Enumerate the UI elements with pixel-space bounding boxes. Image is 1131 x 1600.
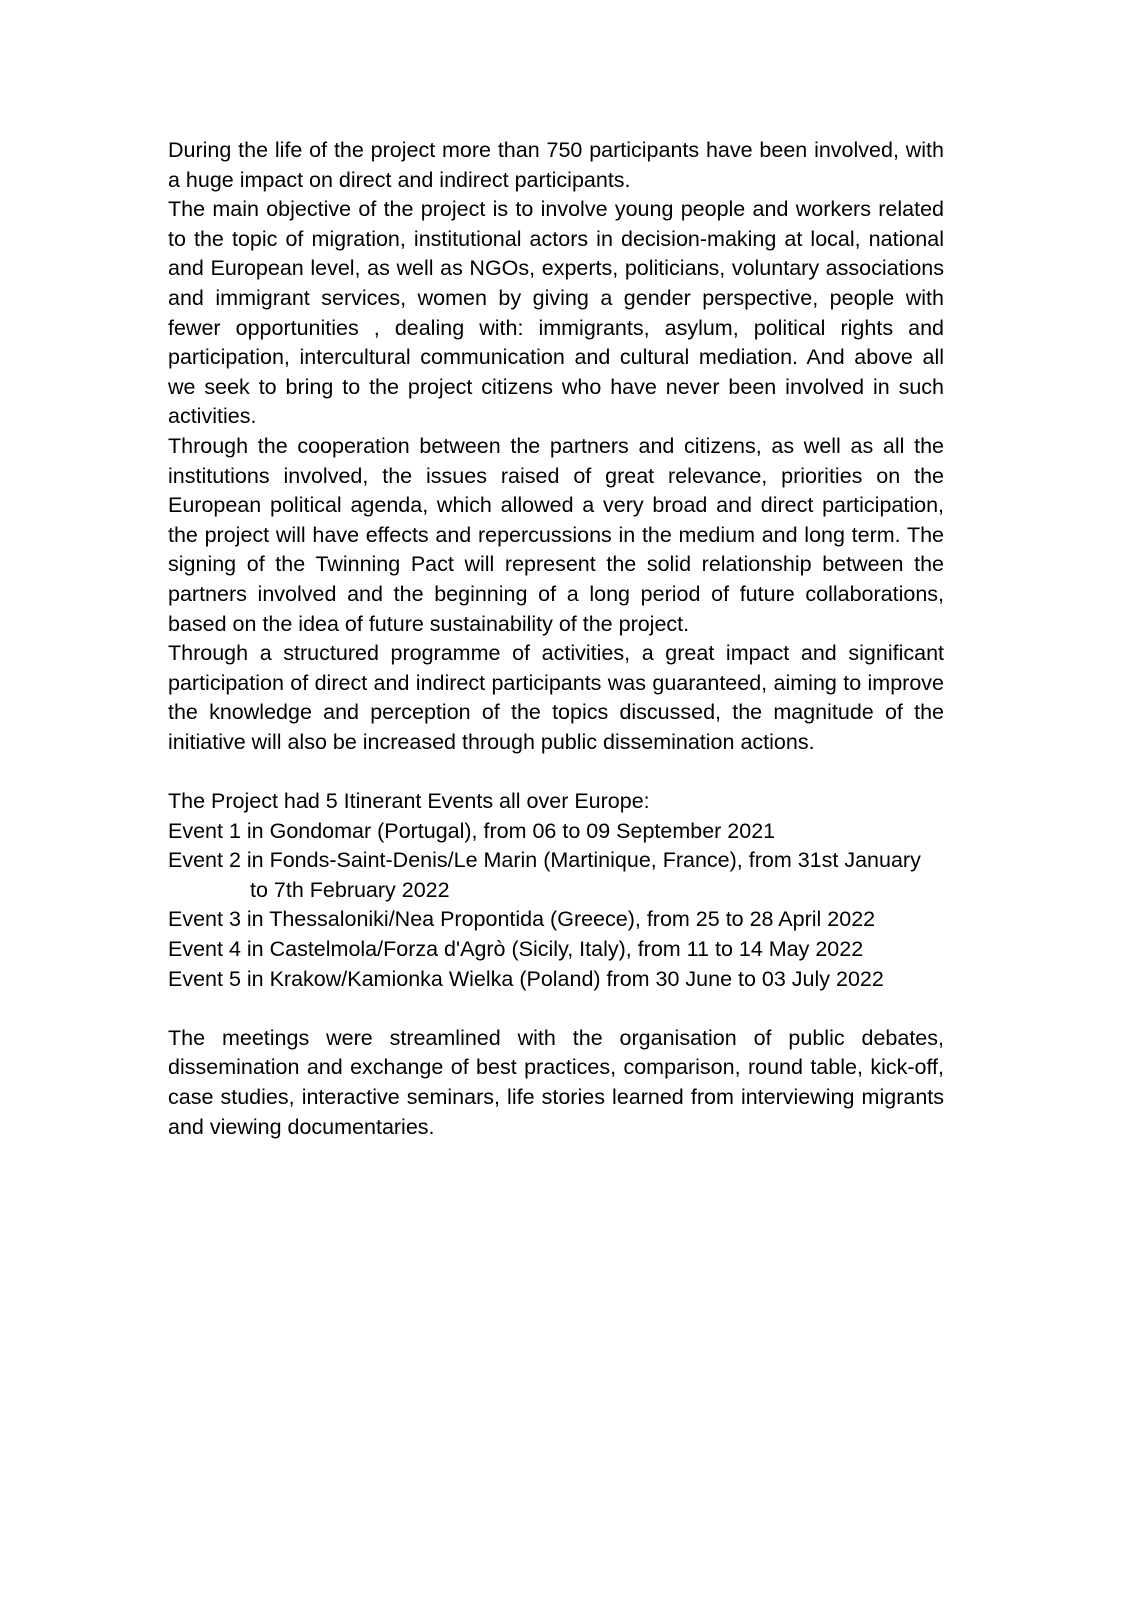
paragraph-main-objective: The main objective of the project is to involve young people and workers related to the topic of migration, institutional actors in decision-making at local, national and European level, as well as NGOs, experts, politicians, voluntary associations and immigrant services, women by giving a gender perspective, people with fewer opportunities , dealing with: immigrants, asylum, political rights and participation, intercultural communication and cultural mediation. And above all we seek to bring to the project citizens who have never been involved in such activities.: [168, 197, 944, 429]
event-list-item-4: Event 4 in Castelmola/Forza d'Agrò (Sicily, Italy), from 11 to 14 May 2022: [168, 937, 864, 962]
event-2-continuation-text: to 7th February 2022: [250, 877, 450, 902]
events-heading: The Project had 5 Itinerant Events all over Europe:: [168, 789, 650, 814]
paragraph-cooperation: Through the cooperation between the partners and citizens, as well as all the institutions involved, the issues raised of great relevance, priorities on the European political agenda, which allowed a very broad and direct participation, the project will have effects and repercussions in the medium and long term. The signing of the Twinning Pact will represent the solid relationship between the partners involved and the beginning of a long period of future collaborations, based on the idea of future sustainability of the project.: [168, 433, 944, 636]
document-body: [168, 136, 944, 1142]
paragraph-meetings: The meetings were streamlined with the organisation of public debates, dissemination and exchange of best practices, comparison, round table, kick-off, case studies, interactive seminars, life stories learned from interviewing migrants and viewing documentaries.: [168, 1025, 944, 1139]
spacer-before-events: [168, 757, 944, 787]
event-list-item-3: Event 3 in Thessaloniki/Nea Propontida (Greece), from 25 to 28 April 2022: [168, 907, 876, 932]
paragraph-participants: During the life of the project more than 750 participants have been involved, with a huge impact on direct and indirect participants.: [168, 138, 944, 192]
event-list-item-1: Event 1 in Gondomar (Portugal), from 06 to 09 September 2021: [168, 818, 776, 843]
paragraph-structured-programme: Through a structured programme of activities, a great impact and significant participation of direct and indirect participants was guaranteed, aiming to improve the knowledge and perception of the topics discussed, the magnitude of the initiative will also be increased through public dissemination actions.: [168, 641, 944, 754]
event-list-item-2-continuation: [168, 876, 944, 906]
event-list-item-2: Event 2 in Fonds-Saint-Denis/Le Marin (Martinique, France), from 31st January: [168, 848, 921, 873]
event-list-item-5: Event 5 in Krakow/Kamionka Wielka (Poland) from 30 June to 03 July 2022: [168, 966, 884, 991]
spacer-after-events: [168, 994, 944, 1024]
